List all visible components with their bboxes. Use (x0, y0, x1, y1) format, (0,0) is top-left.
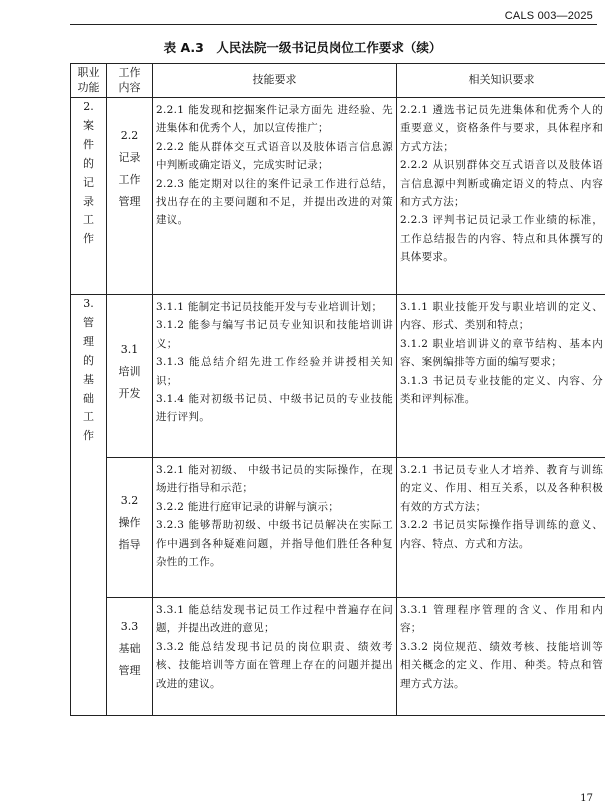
skill-item: 3.1.2 能参与编写书记员专业知识和技能培训讲义； (156, 319, 393, 350)
knowledge-cell (397, 598, 605, 716)
header-skill: 技能要求 (153, 64, 397, 98)
skill-item: 2.2.1 能发现和挖掘案件记录方面先 进经验、先进集体和优秀个人，加以宣传推广； (156, 104, 393, 135)
skill-item: 3.1.3 能总结介绍先进工作经验并讲授相关知识； (156, 356, 393, 387)
skill-item: 3.1.1 能制定书记员技能开发与专业培训计划； (156, 301, 383, 313)
skill-item: 2.2.3 能定期对以往的案件记录工作进行总结，找出存在的主要问题和不足，并提出改进的对策建议。 (156, 177, 393, 227)
knowledge-item: 3.1.3 书记员专业技能的定义、内容、分类和评判标准。 (400, 374, 603, 405)
table-title: 表 A.3 人民法院一级书记员岗位工作要求（续） (163, 40, 442, 55)
table-row (71, 98, 605, 295)
skill-item: 3.2.3 能够帮助初级、中级书记员解决在实际工作中遇到各种疑难问题，并指导他们胜任各种复杂性的工作。 (156, 519, 393, 568)
function-cell: 2. 案 件 的 记 录 工 作 (71, 98, 107, 295)
knowledge-item: 3.1.2 职业培训讲义的章节结构、基本内容、案例编排等方面的编写要求； (400, 337, 603, 369)
skill-item: 3.2.2 能进行庭审记录的讲解与演示； (156, 500, 340, 513)
content-cell: 2.2 记录 工作 管理 (107, 98, 153, 295)
table-row (71, 598, 605, 716)
header-knowledge: 相关知识要求 (397, 64, 605, 98)
table-header-row (71, 64, 605, 98)
knowledge-item: 3.3.1 管理程序管理的含义、作用和内容； (400, 604, 603, 635)
skill-item: 3.2.1 能对初级、 中级书记员的实际操作，在现场进行指导和示范； (156, 464, 393, 495)
skill-item: 3.1.4 能对初级书记员、中级书记员的专业技能进行评判。 (156, 392, 393, 424)
function-cell: 3. 管 理 的 基 础 工 作 (71, 295, 107, 716)
knowledge-cell (397, 295, 605, 458)
page-number: 17 (580, 793, 593, 804)
header-func: 职业 功能 (71, 64, 107, 98)
knowledge-item: 2.2.1 遴选书记员先进集体和优秀个人的重要意义，资格条件与要求，具体程序和方式方法； (400, 104, 603, 153)
knowledge-cell (397, 98, 605, 295)
knowledge-item: 3.2.2 书记员实际操作指导训练的意义、内容、特点、方式和方法。 (400, 519, 603, 550)
content-cell: 3.2 操作 指导 (107, 458, 153, 598)
knowledge-item: 2.2.3 评判书记员记录工作业绩的标准，工作总结报告的内容、特点和具体撰写的具体要求。 (400, 214, 603, 263)
header-content: 工作 内容 (107, 64, 153, 98)
skills-cell (153, 98, 397, 295)
skills-cell (153, 295, 397, 458)
skills-cell (153, 458, 397, 598)
skills-cell (153, 598, 397, 716)
content-cell: 3.3 基础 管理 (107, 598, 153, 716)
content-cell: 3.1 培训 开发 (107, 295, 153, 458)
header-rule (70, 24, 597, 25)
knowledge-item: 3.2.1 书记员专业人才培养、教育与训练的定义、作用、相互关系，以及各种积极有效的方式方法； (400, 464, 603, 513)
knowledge-item: 3.1.1 职业技能开发与职业培训的定义、内容、形式、类别和特点； (400, 301, 603, 332)
requirements-table (70, 63, 605, 716)
knowledge-cell (397, 458, 605, 598)
skill-item: 3.3.1 能总结发现书记员工作过程中普遍存在问题，并提出改进的意见； (156, 604, 393, 635)
table-row (71, 458, 605, 598)
skill-item: 2.2.2 能从群体交互式语音以及肢体语言信息源中判断或确定语义，完成实时记录； (156, 140, 393, 172)
knowledge-item: 2.2.2 从识别群体交互式语音以及肢体语言信息源中判断或确定语义的特点、内容和方式方法； (400, 159, 603, 208)
knowledge-item: 3.3.2 岗位规范、绩效考核、技能培训等相关概念的定义、作用、种类。特点和管理方式方法。 (400, 640, 603, 690)
table-row (71, 295, 605, 458)
document-code: CALS 003—2025 (504, 10, 593, 22)
skill-item: 3.3.2 能总结发现书记员的岗位职责、绩效考核、技能培训等方面在管理上存在的问题并提出改进的建议。 (156, 640, 393, 690)
